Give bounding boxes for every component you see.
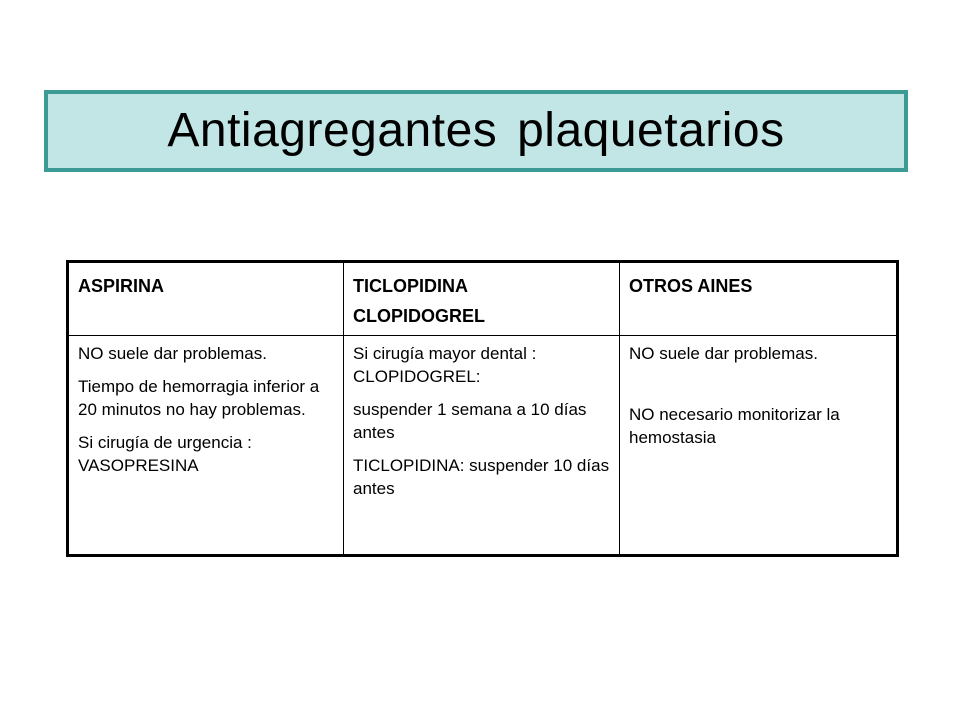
table-header-row — [68, 262, 898, 336]
cell-paragraph: Tiempo de hemorragia inferior a 20 minutos no hay problemas. — [78, 377, 320, 419]
header-label: TICLOPIDINA — [353, 276, 468, 296]
slide-title: Antiagregantes plaquetarios — [167, 104, 785, 157]
header-aspirina — [68, 262, 344, 336]
cell-paragraph: Si cirugía de urgencia : VASOPRESINA — [78, 433, 252, 475]
cell-paragraph: suspender 1 semana a 10 días antes — [353, 400, 587, 442]
cell-paragraph: TICLOPIDINA: suspender 10 días antes — [353, 456, 610, 498]
header-label: OTROS AINES — [629, 276, 753, 296]
header-label: CLOPIDOGREL — [353, 306, 486, 326]
cell-paragraph: NO necesario monitorizar la hemostasia — [629, 405, 840, 447]
cell-paragraph: Si cirugía mayor dental : CLOPIDOGREL: — [353, 344, 537, 386]
cell-paragraph: NO suele dar problemas. — [78, 344, 267, 363]
cell-paragraph: NO suele dar problemas. — [629, 344, 818, 363]
cell-aspirina — [68, 336, 344, 556]
drug-comparison-table — [66, 260, 899, 557]
table-row — [68, 336, 898, 556]
cell-otros-aines — [620, 336, 898, 556]
header-ticlopidina-clopidogrel — [344, 262, 620, 336]
header-otros-aines — [620, 262, 898, 336]
title-box — [44, 90, 908, 172]
cell-ticlopidina-clopidogrel — [344, 336, 620, 556]
header-label: ASPIRINA — [78, 276, 165, 296]
